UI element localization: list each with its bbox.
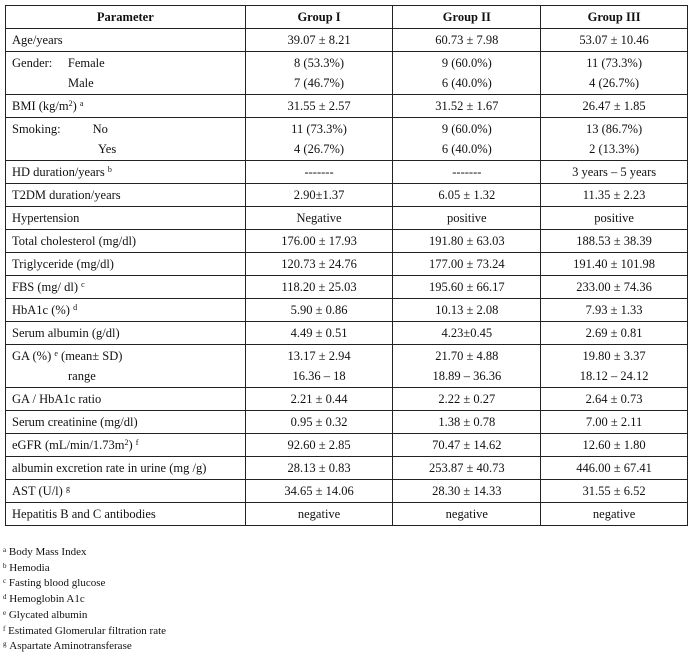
- cell-group-2: -------: [393, 161, 541, 184]
- gender-male-label: Male: [68, 76, 94, 90]
- label-text: GA (%): [12, 349, 52, 363]
- label-text: ): [128, 437, 133, 452]
- cell-group-1: 31.55 ± 2.57: [245, 95, 393, 118]
- cell-group-2: 31.52 ± 1.67: [393, 95, 541, 118]
- cell-group-2: 177.00 ± 73.24: [393, 253, 541, 276]
- row-label: Serum albumin (g/dl): [6, 322, 246, 345]
- footnote-mark: b: [3, 561, 7, 570]
- row-label: [6, 276, 246, 299]
- footnote-mark: e: [54, 349, 58, 358]
- table-header-row: [6, 6, 688, 29]
- cell-group-2: 1.38 ± 0.78: [393, 411, 541, 434]
- row-label: [6, 480, 246, 503]
- label-text: HbA1c (%): [12, 302, 70, 317]
- footnote-mark: a: [3, 546, 7, 554]
- smoking-no-label: No: [92, 122, 108, 136]
- footnote-text: Aspartate Aminotransferase: [9, 640, 132, 653]
- row-label: [6, 52, 246, 95]
- cell-group-1: Negative: [245, 207, 393, 230]
- row-label: [6, 434, 246, 457]
- cell-group-3: 7.00 ± 2.11: [541, 411, 688, 434]
- footnote-mark: g: [65, 483, 70, 493]
- table-row: [6, 52, 688, 95]
- label-text: HD duration/years: [12, 164, 105, 179]
- cell-value: 21.70 ± 4.88: [435, 349, 499, 363]
- cell-group-2: 60.73 ± 7.98: [393, 29, 541, 52]
- cell-group-3: 12.60 ± 1.80: [541, 434, 688, 457]
- footnote-mark: c: [81, 279, 85, 289]
- table-row: [6, 161, 688, 184]
- footnote-mark: f: [3, 624, 6, 633]
- cell-value: 16.36 – 18: [292, 369, 346, 383]
- footnote-text: Estimated Glomerular filtration rate: [8, 624, 167, 637]
- row-label: [6, 118, 246, 161]
- table-row: [6, 411, 688, 434]
- gender-female-label: Female: [67, 56, 105, 70]
- table-row: [6, 503, 688, 526]
- footnote: [3, 592, 166, 608]
- cell-group-2: [393, 118, 541, 161]
- cell-group-1: 2.21 ± 0.44: [245, 388, 393, 411]
- table-row: [6, 253, 688, 276]
- footnote: [3, 624, 166, 640]
- footnote-text: Hemodia: [9, 561, 50, 574]
- superscript: 2: [68, 98, 73, 108]
- cell-group-1: [245, 345, 393, 388]
- row-label: [6, 345, 246, 388]
- label-text: BMI (kg/m: [12, 98, 69, 113]
- cell-group-1: 92.60 ± 2.85: [245, 434, 393, 457]
- header-group-1: Group I: [245, 6, 393, 29]
- cell-group-3: 31.55 ± 6.52: [541, 480, 688, 503]
- cell-group-3: 191.40 ± 101.98: [541, 253, 688, 276]
- table-row: [6, 434, 688, 457]
- footnote-text: Glycated albumin: [8, 608, 88, 621]
- table-row: [6, 184, 688, 207]
- cell-group-1: 2.90±1.37: [245, 184, 393, 207]
- cell-group-3: positive: [541, 207, 688, 230]
- footnote: [3, 576, 166, 592]
- cell-group-2: 28.30 ± 14.33: [393, 480, 541, 503]
- cell-value: 9 (60.0%): [441, 122, 492, 136]
- cell-value: 8 (53.3%): [294, 56, 345, 70]
- table-row: [6, 230, 688, 253]
- cell-value: 11 (73.3%): [586, 56, 642, 70]
- cell-group-1: 28.13 ± 0.83: [245, 457, 393, 480]
- cell-group-2: 70.47 ± 14.62: [393, 434, 541, 457]
- cell-value: 4 (26.7%): [294, 142, 345, 156]
- cell-value: 6 (40.0%): [441, 142, 492, 156]
- cell-group-2: 6.05 ± 1.32: [393, 184, 541, 207]
- superscript: 2: [124, 437, 129, 447]
- cell-value: 19.80 ± 3.37: [582, 349, 646, 363]
- footnote-mark: f: [135, 437, 139, 447]
- footnote: [3, 639, 166, 655]
- footnote: [3, 561, 166, 577]
- cell-group-2: 253.87 ± 40.73: [393, 457, 541, 480]
- cell-value: 13 (86.7%): [585, 122, 643, 136]
- cell-group-1: 34.65 ± 14.06: [245, 480, 393, 503]
- table-row: [6, 276, 688, 299]
- cell-group-3: 11.35 ± 2.23: [541, 184, 688, 207]
- ga-range-label: range: [68, 369, 96, 383]
- label-text: (mean± SD): [61, 349, 123, 363]
- label-text: AST (U/l): [12, 483, 63, 498]
- table-row: [6, 457, 688, 480]
- row-label: [6, 95, 246, 118]
- cell-group-3: negative: [541, 503, 688, 526]
- table-row: [6, 345, 688, 388]
- cell-value: 11 (73.3%): [291, 122, 347, 136]
- table-row: [6, 388, 688, 411]
- cell-group-2: 191.80 ± 63.03: [393, 230, 541, 253]
- cell-value: 6 (40.0%): [441, 76, 492, 90]
- cell-group-2: negative: [393, 503, 541, 526]
- label-text: FBS (mg/ dl): [12, 279, 78, 294]
- cell-group-3: 2.64 ± 0.73: [541, 388, 688, 411]
- footnotes: [3, 545, 166, 655]
- footnote: [3, 545, 166, 561]
- table-row: [6, 29, 688, 52]
- header-group-2: Group II: [393, 6, 541, 29]
- cell-group-3: 7.93 ± 1.33: [541, 299, 688, 322]
- cell-value: 18.89 – 36.36: [432, 369, 502, 383]
- smoking-yes-label: Yes: [98, 142, 117, 156]
- cell-group-1: 4.49 ± 0.51: [245, 322, 393, 345]
- cell-value: 18.12 – 24.12: [579, 369, 649, 383]
- cell-group-2: 10.13 ± 2.08: [393, 299, 541, 322]
- table-row: [6, 322, 688, 345]
- cell-group-1: 120.73 ± 24.76: [245, 253, 393, 276]
- table-row: [6, 480, 688, 503]
- footnote-mark: g: [3, 640, 7, 649]
- cell-group-2: 4.23±0.45: [393, 322, 541, 345]
- table-row: [6, 95, 688, 118]
- footnote-mark: c: [3, 577, 7, 586]
- footnote-mark: e: [3, 608, 7, 617]
- row-label: Triglyceride (mg/dl): [6, 253, 246, 276]
- cell-group-3: 233.00 ± 74.36: [541, 276, 688, 299]
- cell-group-1: 176.00 ± 17.93: [245, 230, 393, 253]
- cell-group-3: 188.53 ± 38.39: [541, 230, 688, 253]
- cell-group-2: 2.22 ± 0.27: [393, 388, 541, 411]
- row-label: Hypertension: [6, 207, 246, 230]
- row-label: albumin excretion rate in urine (mg /g): [6, 457, 246, 480]
- row-label: T2DM duration/years: [6, 184, 246, 207]
- row-label: [6, 299, 246, 322]
- cell-group-1: 5.90 ± 0.86: [245, 299, 393, 322]
- footnote-mark: a: [79, 98, 84, 108]
- footnote-mark: b: [107, 164, 112, 174]
- cell-group-2: 195.60 ± 66.17: [393, 276, 541, 299]
- header-group-3: Group III: [541, 6, 688, 29]
- row-label: Total cholesterol (mg/dl): [6, 230, 246, 253]
- header-parameter: Parameter: [6, 6, 246, 29]
- cell-group-3: [541, 118, 688, 161]
- gender-label: Gender:: [12, 56, 53, 70]
- footnote-text: Fasting blood glucose: [8, 577, 106, 590]
- cell-group-3: 3 years – 5 years: [541, 161, 688, 184]
- row-label: GA / HbA1c ratio: [6, 388, 246, 411]
- footnote-mark: d: [3, 593, 7, 602]
- row-label: Age/years: [6, 29, 246, 52]
- cell-group-2: positive: [393, 207, 541, 230]
- cell-group-1: 118.20 ± 25.03: [245, 276, 393, 299]
- cell-group-3: [541, 345, 688, 388]
- cell-group-2: [393, 345, 541, 388]
- cell-group-3: 53.07 ± 10.46: [541, 29, 688, 52]
- cell-group-1: negative: [245, 503, 393, 526]
- cell-group-3: [541, 52, 688, 95]
- cell-value: 2 (13.3%): [589, 142, 640, 156]
- label-text: ): [72, 98, 77, 113]
- footnote-text: Hemoglobin A1c: [9, 593, 85, 606]
- table-row: [6, 299, 688, 322]
- table-row: [6, 207, 688, 230]
- cell-group-1: [245, 118, 393, 161]
- cell-group-3: 26.47 ± 1.85: [541, 95, 688, 118]
- cell-value: 9 (60.0%): [441, 56, 492, 70]
- cell-group-3: 446.00 ± 67.41: [541, 457, 688, 480]
- cell-group-1: -------: [245, 161, 393, 184]
- footnote-mark: d: [73, 302, 78, 312]
- cell-group-1: 39.07 ± 8.21: [245, 29, 393, 52]
- parameters-table: [5, 5, 688, 526]
- row-label: [6, 161, 246, 184]
- cell-value: 4 (26.7%): [589, 76, 640, 90]
- cell-group-1: 0.95 ± 0.32: [245, 411, 393, 434]
- footnote-text: Body Mass Index: [8, 546, 87, 558]
- cell-group-1: [245, 52, 393, 95]
- label-text: eGFR (mL/min/1.73m: [12, 437, 125, 452]
- cell-group-2: [393, 52, 541, 95]
- smoking-label: Smoking:: [12, 122, 61, 136]
- footnote: [3, 608, 166, 624]
- cell-group-3: 2.69 ± 0.81: [541, 322, 688, 345]
- table-row: [6, 118, 688, 161]
- cell-value: 7 (46.7%): [294, 76, 345, 90]
- row-label: Hepatitis B and C antibodies: [6, 503, 246, 526]
- row-label: Serum creatinine (mg/dl): [6, 411, 246, 434]
- cell-value: 13.17 ± 2.94: [287, 349, 351, 363]
